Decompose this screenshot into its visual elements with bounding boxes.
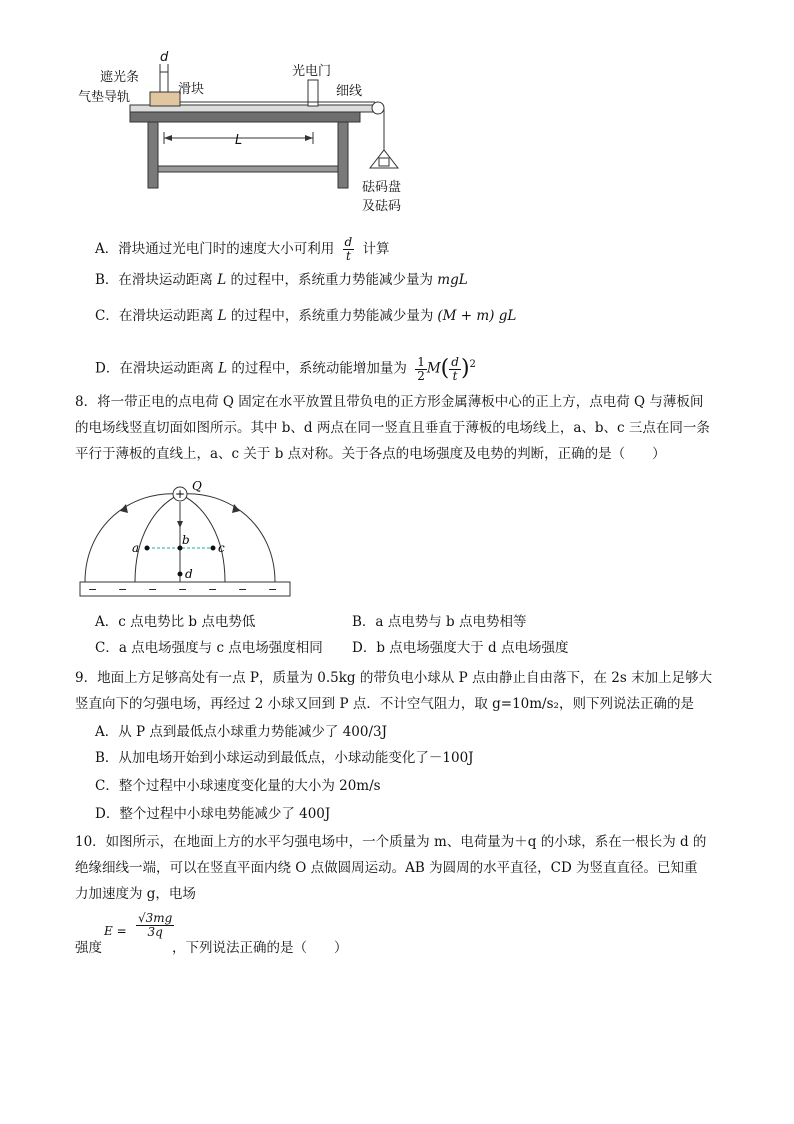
minus-6: − [238,583,248,596]
label-Q: Q [192,479,202,493]
pulley [372,102,384,114]
label-air-track: 气垫导轨 [78,90,131,105]
q9-option-c: C．整个过程中小球速度变化量的大小为 20m/s [95,778,381,794]
label-L: L [235,133,243,148]
label-slider: 滑块 [178,82,205,97]
q9-option-d: D．整个过程中小球电势能减少了 400J [95,806,331,822]
label-b: b [182,533,190,547]
minus-1: − [88,583,98,596]
minus-5: − [208,583,218,596]
q10-tail: ，下列说法正确的是（ ） [172,940,348,956]
q7-option-a: A．滑块通过光电门时的速度大小可利用 $\frac{d}{t}$ 计算 [95,235,390,263]
q8-option-d: D．b 点电场强度大于 d 点电场强度 [352,640,569,656]
label-c: c [218,541,225,555]
point-a [145,546,150,551]
label-photogate: 光电门 [292,64,332,79]
label-weights-1: 砝码盘 [362,180,402,195]
q9-text-line-1: 9．地面上方足够高处有一点 P，质量为 0.5kg 的带负电小球从 P 点由静止自由落下，在 2s 末加上足够大 [75,670,713,686]
q8-option-b: B．a 点电势与 b 点电势相等 [352,614,527,630]
label-thin-line: 细线 [336,84,363,99]
table-leg-right [338,122,348,188]
q10-text-line-1: 10．如图所示，在地面上方的水平匀强电场中，一个质量为 m、电荷量为＋q 的小球，系在一根长为 d 的 [75,834,707,850]
q7-option-d: D．在滑块运动距离 L 的过程中，系统动能增加量为 $\frac{1}{2}$ M( $\frac{d}{t}$ )$^2$ [95,354,476,383]
label-weights-2: 及砝码 [362,199,402,214]
q8-text-line-1: 8．将一带正电的点电荷 Q 固定在水平放置且带负电的正方形金属薄板中心的正上方，点电荷 Q 与薄板间 [75,394,704,410]
charge-plus: + [175,487,186,501]
field-lines-figure [70,476,300,606]
q9-text-line-2: 竖直向下的匀强电场，再经过 2 小球又回到 P 点．不计空气阻力，取 g=10m/s₂，则下列说法正确的是 [75,696,694,712]
q7-option-c: C．在滑块运动距离 L 的过程中，系统重力势能减少量为 (M + m) gL [95,308,517,324]
q10-text-line-2: 绝缘细线一端，可以在竖直平面内绕 O 点做圆周运动。AB 为圆周的水平直径，CD 为竖直直径。已知重 [75,860,698,876]
q9-option-a: A．从 P 点到最低点小球重力势能减少了 400/3J [95,724,388,740]
label-d: d [160,50,169,65]
q10-E-lhs: E = [104,924,127,938]
table-top [130,112,360,122]
q10-E-fraction: $\frac{√3mg}{3q}$ [138,911,173,939]
minus-4: − [178,583,188,596]
minus-2: − [118,583,128,596]
q8-text-line-2: 的电场线竖直切面如图所示。其中 b、d 两点在同一竖直且垂直于薄板的电场线上，a、b、c 三点在同一条 [75,420,710,436]
q10-text-line-3: 力加速度为 g，电场 [75,886,196,902]
shade-strip [160,72,168,92]
q8-text-line-3: 平行于薄板的直线上，a、c 关于 b 点对称。关于各点的电场强度及电势的判断，正确的是（ ） [75,446,666,462]
table-crossbar [158,166,338,172]
label-shade-strip: 遮光条 [100,70,140,85]
q8-option-a: A．c 点电势比 b 点电势低 [95,614,256,630]
point-d [178,572,183,577]
label-d: d [185,567,193,581]
minus-3: − [148,583,158,596]
slider-block [150,92,180,106]
q7-option-b: B．在滑块运动距离 L 的过程中，系统重力势能减少量为 mgL [95,272,468,288]
table-leg-left [148,122,158,188]
label-a: a [132,541,140,555]
point-c [211,546,216,551]
q9-option-b: B．从加电场开始到小球运动到最低点，小球动能变化了－100J [95,750,474,766]
minus-7: − [268,583,278,596]
q8-option-c: C．a 点电场强度与 c 点电场强度相同 [95,640,323,656]
q10-strength-label: 强度 [75,940,102,956]
